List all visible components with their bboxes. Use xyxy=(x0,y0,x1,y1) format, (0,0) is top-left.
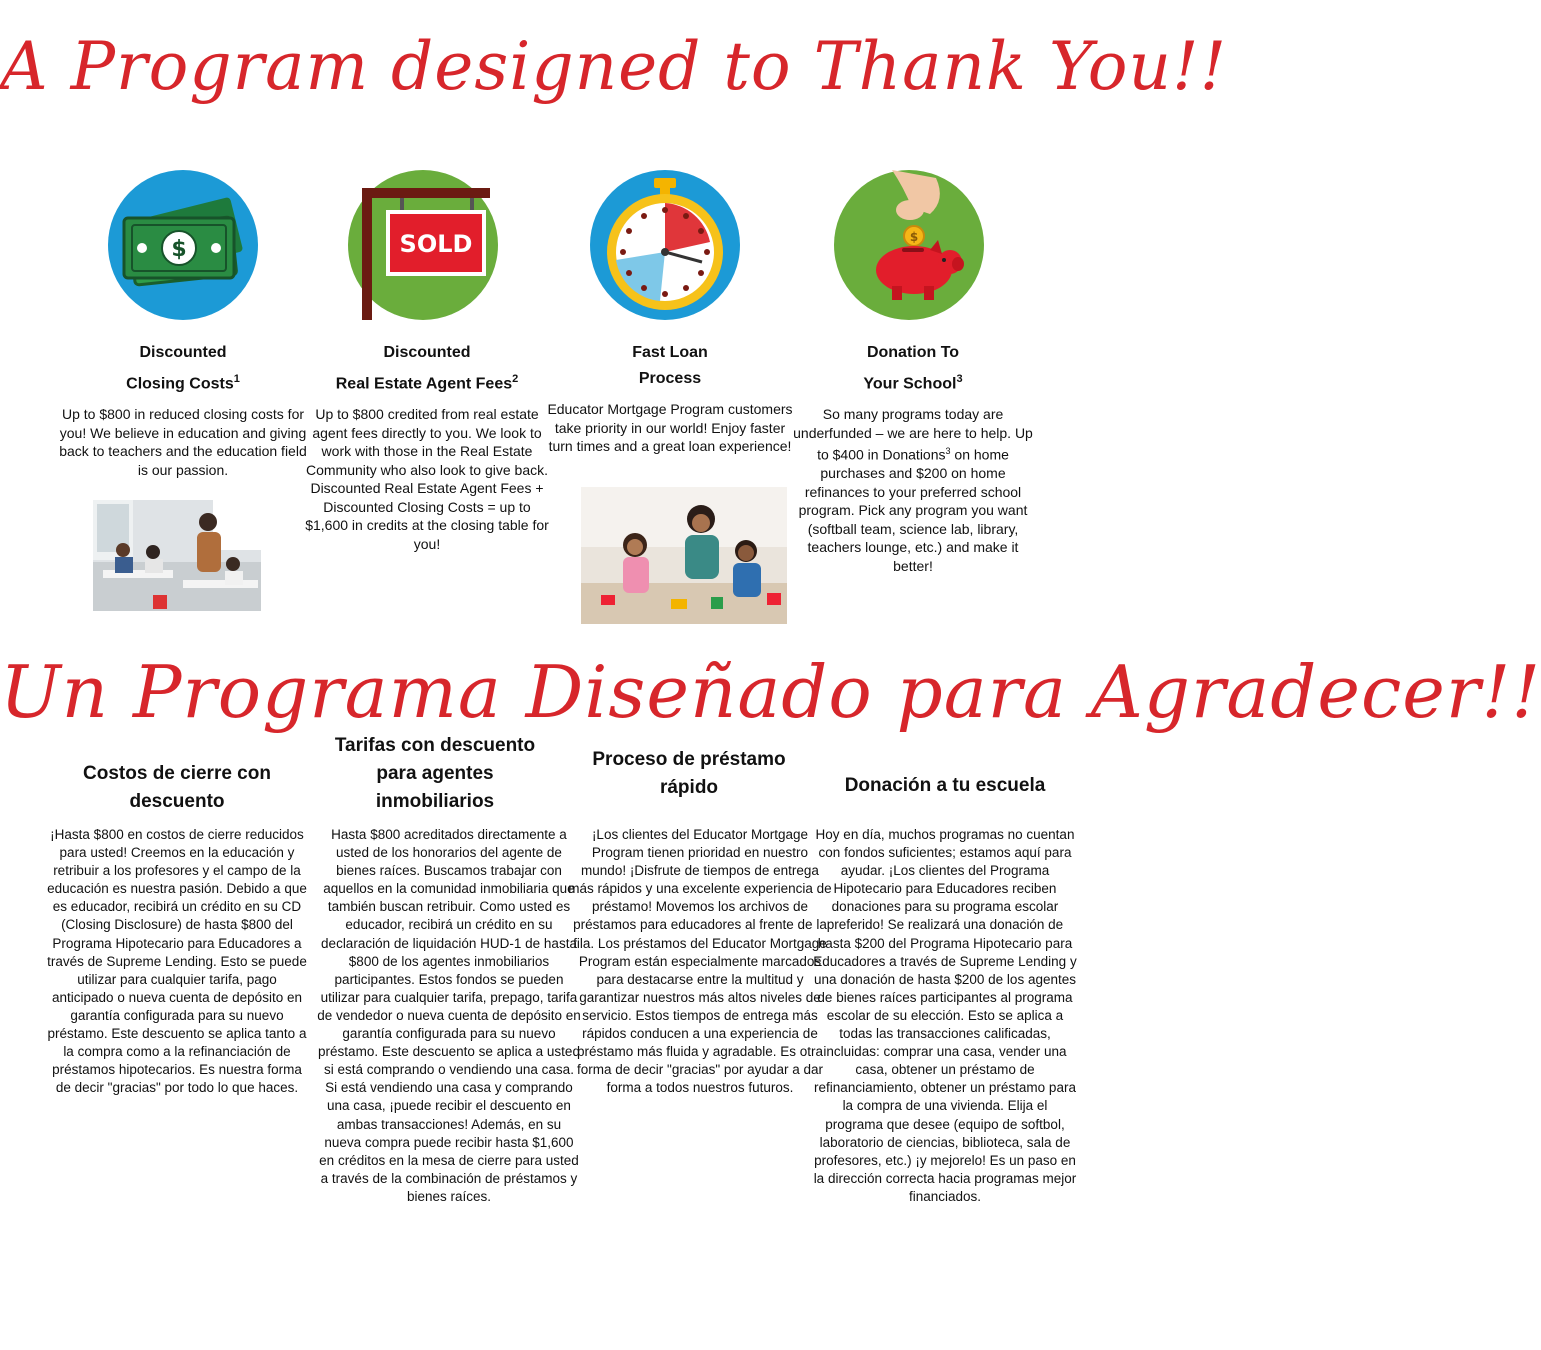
coin-dollar-symbol: $ xyxy=(909,230,919,244)
title-spanish: Un Programa Diseñado para Agradecer!! xyxy=(0,650,1541,734)
feature-heading: Donation To Your School$^3$ xyxy=(863,344,963,393)
feature-agent-fees xyxy=(302,340,552,553)
sold-sign-icon xyxy=(348,170,498,320)
stopwatch-icon xyxy=(590,170,740,320)
feature-heading: Discounted Closing Costs$^1$ xyxy=(126,344,240,393)
feature-heading: Discounted Real Estate Agent Fees$^2$ xyxy=(335,344,519,393)
es-heading-agent-fees: Tarifas con descuento para agentes inmobiliarios xyxy=(334,735,536,812)
teacher-kids-photo xyxy=(581,487,787,624)
feature-donation xyxy=(788,340,1038,575)
es-body-agent-fees: Hasta $800 acreditados directamente a usted de los honorarios del agente de bienes raíces. Buscamos trabajar con aquellos en la comunidad inmobiliaria que también buscan retribuir. Como usted es educador, recibirá un crédito en su declaración de liquidación HUD-1 de hasta $800 de los agentes inmobiliarios participantes. Estos fondos se pueden utilizar para cualquier tarifa, prepago, tarifa de vendedor o nueva cuenta de depósito en garantía configurada para su nuevo préstamo. Este descuento se aplica a usted si está comprando o vendiendo una casa. Si está vendiendo una casa y comprando una casa, ¡puede recibir el descuento en ambas transacciones! Además, en su nueva compra puede recibir hasta $1,600 en créditos en la mesa de cierre para usted a través de la combinación de préstamos y bienes raíces. xyxy=(317,827,581,1204)
feature-description: Up to $800 in reduced closing costs for you! We believe in education and giving back to teachers and the education field is our passion. xyxy=(59,406,307,478)
feature-closing-costs xyxy=(58,340,308,479)
es-body-fast-loan: ¡Los clientes del Educator Mortgage Program tienen prioridad en nuestro mundo! ¡Disfrute de tiempos de entrega más rápidos y una excelente experiencia de préstamo! Movemos los archivos de préstamos para educadores al frente de la fila. Los préstamos del Educator Mortgage Program están especialmente marcados para destacarse entre la multitud y garantizar nuestros más altos niveles de servicio. Estos tiempos de entrega más rápidos conducen a una experiencia de préstamo más fluida y agradable. Es otra forma de decir "gracias" por ayudar a dar forma a todos nuestros futuros. xyxy=(568,827,832,1096)
feature-description: Up to $800 credited from real estate agent fees directly to you. We look to work with those in the Real Estate Community who also look to give back. Discounted Real Estate Agent Fees + Discounted Closing Costs = up to $1,600 in credits at the closing table for you! xyxy=(305,406,549,552)
feature-fast-loan xyxy=(545,340,795,456)
es-heading-closing-costs: Costos de cierre con descuento xyxy=(83,763,271,812)
es-heading-fast-loan: Proceso de préstamo rápido xyxy=(592,749,786,798)
classroom-photo xyxy=(93,500,261,611)
feature-description: So many programs today are underfunded – we are here to help. Up to $400 in Donations$^3$ on home purchases and $200 on home refinances to your preferred school program. Pick any program you want (softball team, science lab, library, teachers lounge, etc.) and make it better! xyxy=(793,406,1033,574)
es-body-closing-costs: ¡Hasta $800 en costos de cierre reducidos para usted! Creemos en la educación y retribuir a los profesores y el campo de la educación es nuestra pasión. Debido a que es educador, recibirá un crédito en su CD (Closing Disclosure) de hasta $800 del Programa Hipotecario para Educadores a través de Supreme Lending. Esto se puede utilizar para cualquier tarifa, pago anticipado o nueva cuenta de depósito en garantía configurada para su nuevo préstamo. Este descuento se aplica tanto a la compra como a la refinanciación de préstamos hipotecarios. Es nuestra forma de decir "gracias" por todo lo que haces. xyxy=(47,827,307,1096)
feature-description: Educator Mortgage Program customers take priority in our world! Enjoy faster turn times and a great loan experience! xyxy=(547,401,793,454)
sold-text: SOLD xyxy=(399,230,473,258)
es-body-donation: Hoy en día, muchos programas no cuentan con fondos suficientes; estamos aquí para ayudar. ¡Los clientes del Programa Hipotecario para Educadores reciben donaciones para su programa escolar preferido! Se realizará una donación de hasta $200 del Programa Hipotecario para Educadores a través de Supreme Lending y una donación de hasta $200 de los agentes de bienes raíces participantes al programa escolar de su elección. Esto se aplica a todas las transacciones calificadas, incluidas: comprar una casa, vender una casa, obtener un préstamo de refinanciamiento, obtener un préstamo para la compra de una vivienda. Elija el programa que desee (equipo de softbol, laboratorio de ciencias, biblioteca, sala de profesores, etc.) ¡y mejorelo! Es un paso en la dirección correcta hacia programas mejor financiados. xyxy=(813,827,1077,1204)
title-english: A Program designed to Thank You!! xyxy=(0,28,1228,105)
es-heading-donation: Donación a tu escuela xyxy=(844,775,1046,796)
money-icon xyxy=(108,170,258,320)
feature-heading: Fast Loan Process xyxy=(632,344,708,387)
piggy-bank-icon xyxy=(834,170,984,320)
dollar-symbol: $ xyxy=(171,237,187,262)
